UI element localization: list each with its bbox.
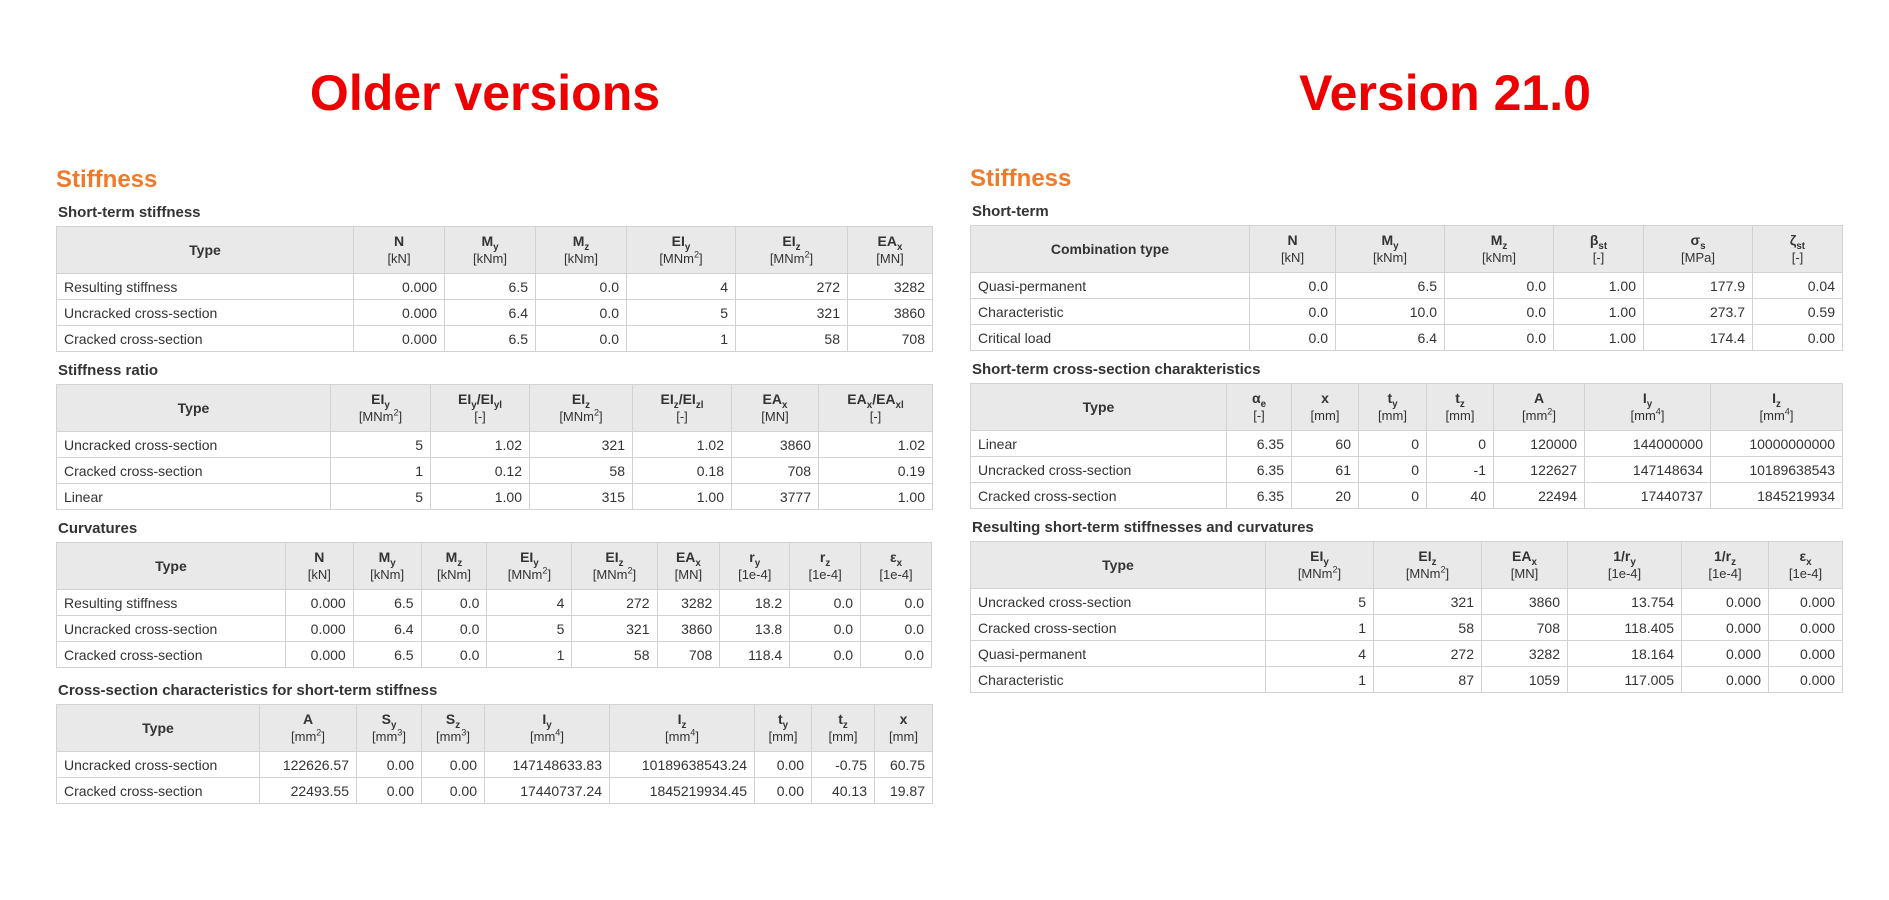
row-label: Resulting stiffness [57,590,286,616]
table-cell: 6.35 [1227,431,1292,457]
table-cell: 3860 [732,432,819,458]
row-label: Quasi-permanent [971,641,1266,667]
col-header: $M_z$ [kNm] [536,227,627,274]
table-cell: 1059 [1482,667,1568,693]
col-header: x [mm] [1292,384,1359,431]
table-cell: 708 [1482,615,1568,641]
table-cell: 3777 [732,484,819,510]
table-cell: 0.00 [422,778,485,804]
table-cell: 122627 [1494,457,1585,483]
table-cell: 3860 [657,616,720,642]
col-header: Type [971,542,1266,589]
col-header: $M_y$ [kNm] [445,227,536,274]
col-header: $EI_y$ [MNm$^2$] [331,385,431,432]
table-cell: 708 [732,458,819,484]
col-header: $S_z$ $[mm^3]$ [422,705,485,752]
table-cell: 0.000 [354,274,445,300]
row-label: Critical load [971,325,1250,351]
table-row [971,589,1843,615]
table-cell: 6.5 [353,642,421,668]
table-row [57,616,932,642]
table-cell: 61 [1292,457,1359,483]
table-cell: 0.0 [790,590,861,616]
col-header: Type [57,385,331,432]
table-cell: 122626.57 [260,752,357,778]
table-cell: 58 [572,642,657,668]
table-row [971,641,1843,667]
row-label: Uncracked cross-section [57,300,354,326]
table-row [971,483,1843,509]
table-cell: 0 [1359,483,1427,509]
table-cell: 321 [1374,589,1482,615]
right-column [970,165,1842,693]
table-cell: 0 [1359,431,1427,457]
table-row [971,299,1843,325]
col-header: $EI_z$ [MNm$^2$] [736,227,848,274]
col-header: $M_z$ [kNm] [1445,226,1554,273]
row-label: Uncracked cross-section [57,616,286,642]
table-cell: 10189638543 [1711,457,1843,483]
table-cell: 1845219934 [1711,483,1843,509]
col-header: $t_z$ [mm] [1427,384,1494,431]
table-cell: 0.000 [354,300,445,326]
table-cell: 0 [1427,431,1494,457]
table-cell: 3860 [1482,589,1568,615]
table-cell: 0.00 [1753,325,1843,351]
table-cell: 0.000 [1682,615,1769,641]
table-cell: 0.0 [536,274,627,300]
row-label: Resulting stiffness [57,274,354,300]
table-cell: 1 [1266,615,1374,641]
table-cell: 5 [331,432,431,458]
col-header: $EI_y$ [MNm$^2$] [487,543,572,590]
table-cell: 1 [487,642,572,668]
table-cell: 0.000 [1769,589,1843,615]
table-cell: 22494 [1494,483,1585,509]
col-header: $\zeta_{st}$ [-] [1753,226,1843,273]
table-cell: 6.4 [353,616,421,642]
col-header: $I_z$ $[mm^4]$ [610,705,755,752]
table-cell: 0.0 [861,590,932,616]
table-cell: 5 [487,616,572,642]
table-row [57,778,933,804]
table-cell: 3282 [1482,641,1568,667]
table-cell: 87 [1374,667,1482,693]
row-label: Cracked cross-section [57,326,354,352]
table-cell: 3860 [848,300,933,326]
curvatures-title: Curvatures [58,520,138,537]
row-label: Uncracked cross-section [57,752,260,778]
table-cell: 0.12 [431,458,530,484]
table-row [57,590,932,616]
table-cell: 10.0 [1336,299,1445,325]
table-cell: 6.5 [445,274,536,300]
table-cell: 22493.55 [260,778,357,804]
table-row [57,326,933,352]
table-row [57,432,933,458]
table-cell: 0.000 [354,326,445,352]
table-cell: 1 [331,458,431,484]
col-header: $EA_x$ [MN] [732,385,819,432]
col-header: $EI_z/EI_{zl}$ [-] [633,385,732,432]
table-cell: 0.000 [1682,641,1769,667]
table-row [57,458,933,484]
table-cell: 0.000 [1769,667,1843,693]
table-cell: 20 [1292,483,1359,509]
col-header: $EA_x$ [MN] [1482,542,1568,589]
table-cell: 1.00 [633,484,732,510]
table-cell: 17440737.24 [485,778,610,804]
table-cell: 58 [736,326,848,352]
col-header: $\varepsilon_x$ [1e-4] [1769,542,1843,589]
col-header: $EI_z$ [MNm$^2$] [530,385,633,432]
table-cell: 0.00 [422,752,485,778]
stiffness-ratio-table [56,384,933,510]
table-cell: 4 [627,274,736,300]
table-cell: 177.9 [1644,273,1753,299]
col-header: Type [971,384,1227,431]
table-cell: 321 [736,300,848,326]
table-cell: 118.4 [720,642,790,668]
table-header-row [57,543,932,590]
col-header: Type [57,543,286,590]
table-cell: 10189638543.24 [610,752,755,778]
col-header: $S_y$ $[mm^3]$ [357,705,422,752]
col-header: $t_y$ [mm] [755,705,812,752]
short-term-table [970,225,1843,351]
table-cell: 5 [1266,589,1374,615]
table-cell: 0.0 [421,642,487,668]
table-cell: 60 [1292,431,1359,457]
table-cell: 144000000 [1585,431,1711,457]
table-cell: 18.164 [1568,641,1682,667]
col-header: $r_z$ [1e-4] [790,543,861,590]
table-cell: 120000 [1494,431,1585,457]
col-header: $M_y$ [kNm] [353,543,421,590]
table-cell: 272 [1374,641,1482,667]
table-cell: 0.18 [633,458,732,484]
table-cell: 0.0 [861,642,932,668]
table-cell: 0.000 [285,590,353,616]
row-label: Characteristic [971,299,1250,325]
older-versions-heading: Older versions [309,65,661,121]
col-header: $t_z$ [mm] [812,705,875,752]
table-cell: -0.75 [812,752,875,778]
table-cell: 0.00 [357,778,422,804]
table-cell: 1.02 [633,432,732,458]
col-header: N [kN] [1250,226,1336,273]
table-cell: 0.0 [1445,325,1554,351]
col-header: A $[mm^2]$ [260,705,357,752]
table-cell: 708 [657,642,720,668]
table-header-row [57,227,933,274]
table-cell: 10000000000 [1711,431,1843,457]
col-header: x [mm] [875,705,933,752]
table-cell: 118.405 [1568,615,1682,641]
table-cell: 0.000 [1682,589,1769,615]
table-cell: 1.02 [431,432,530,458]
col-header: $M_z$ [kNm] [421,543,487,590]
table-cell: 1.00 [819,484,933,510]
table-cell: 0.0 [1445,273,1554,299]
table-cell: 0.0 [1445,299,1554,325]
table-cell: 0.000 [1769,615,1843,641]
col-header: $\varepsilon_x$ [1e-4] [861,543,932,590]
stiffness-ratio-title: Stiffness ratio [58,362,159,379]
table-cell: 147148634 [1585,457,1711,483]
table-header-row [57,385,933,432]
col-header: N [kN] [354,227,445,274]
col-header: $\sigma_s$ [MPa] [1644,226,1753,273]
table-cell: 1.00 [1554,325,1644,351]
table-cell: 6.35 [1227,457,1292,483]
table-cell: 3282 [848,274,933,300]
table-cell: 17440737 [1585,483,1711,509]
short-term-stiffness-table [56,226,933,352]
short-term-cross-section-title: Short-term cross-section charakteristics [972,361,1261,378]
col-header: $M_y$ [kNm] [1336,226,1445,273]
stiffness-section-title: Stiffness [970,165,1072,192]
col-header: $I_y$ $[mm^4]$ [1585,384,1711,431]
table-cell: 40 [1427,483,1494,509]
table-cell: 117.005 [1568,667,1682,693]
col-header: $\alpha_e$ [-] [1227,384,1292,431]
table-cell: 272 [572,590,657,616]
col-header: $I_z$ $[mm^4]$ [1711,384,1843,431]
cross-section-characteristics-table [56,704,933,804]
col-header: $t_y$ [mm] [1359,384,1427,431]
table-row [971,667,1843,693]
table-cell: 6.4 [1336,325,1445,351]
table-row [57,484,933,510]
short-term-title: Short-term [972,203,1049,220]
table-cell: 0.000 [285,642,353,668]
table-cell: 40.13 [812,778,875,804]
row-label: Characteristic [971,667,1266,693]
col-header: $EA_x$ [MN] [848,227,933,274]
table-row [971,431,1843,457]
table-cell: 5 [331,484,431,510]
table-cell: 0.19 [819,458,933,484]
col-header: Type [57,227,354,274]
table-cell: 0.000 [1769,641,1843,667]
table-cell: 0.04 [1753,273,1843,299]
stiffness-section-title: Stiffness [56,166,158,193]
col-header: $EI_y$ [MNm$^2$] [1266,542,1374,589]
table-cell: 1.00 [1554,273,1644,299]
table-cell: 0 [1359,457,1427,483]
col-header: $1/r_y$ [1e-4] [1568,542,1682,589]
table-row [971,615,1843,641]
table-cell: 3282 [657,590,720,616]
table-cell: 0.0 [1250,299,1336,325]
table-cell: 0.59 [1753,299,1843,325]
row-label: Quasi-permanent [971,273,1250,299]
table-cell: 0.00 [755,752,812,778]
table-cell: 0.0 [536,300,627,326]
version-21-heading: Version 21.0 [1299,65,1591,121]
table-cell: 0.0 [421,590,487,616]
table-cell: 147148633.83 [485,752,610,778]
table-header-row [971,384,1843,431]
table-row [971,273,1843,299]
table-row [57,300,933,326]
table-row [971,325,1843,351]
row-label: Uncracked cross-section [971,457,1227,483]
table-cell: 321 [530,432,633,458]
table-cell: 0.00 [755,778,812,804]
col-header: $EA_x/EA_{xl}$ [-] [819,385,933,432]
table-cell: 272 [736,274,848,300]
row-label: Linear [971,431,1227,457]
table-cell: 0.0 [421,616,487,642]
table-cell: 1.02 [819,432,933,458]
table-row [57,642,932,668]
table-cell: 4 [487,590,572,616]
table-cell: 1.00 [1554,299,1644,325]
table-header-row [971,542,1843,589]
table-cell: 273.7 [1644,299,1753,325]
table-cell: 315 [530,484,633,510]
table-cell: 0.000 [1682,667,1769,693]
table-cell: 0.000 [285,616,353,642]
table-cell: 58 [1374,615,1482,641]
table-cell: 0.00 [357,752,422,778]
col-header: $EI_y/EI_{yl}$ [-] [431,385,530,432]
table-cell: 6.5 [353,590,421,616]
table-cell: 6.5 [445,326,536,352]
table-cell: 1.00 [431,484,530,510]
row-label: Cracked cross-section [57,642,286,668]
row-label: Uncracked cross-section [971,589,1266,615]
short-term-cross-section-table [970,383,1843,509]
row-label: Cracked cross-section [971,483,1227,509]
table-cell: 6.4 [445,300,536,326]
table-cell: 0.0 [790,642,861,668]
col-header: $\beta_{st}$ [-] [1554,226,1644,273]
col-header: $I_y$ $[mm^4]$ [485,705,610,752]
table-row [971,457,1843,483]
table-cell: 0.0 [1250,273,1336,299]
table-cell: 6.5 [1336,273,1445,299]
table-cell: 1 [627,326,736,352]
short-term-stiffness-title: Short-term stiffness [58,204,201,221]
col-header: $1/r_z$ [1e-4] [1682,542,1769,589]
col-header: A $[mm^2]$ [1494,384,1585,431]
col-header: Combination type [971,226,1250,273]
table-cell: 58 [530,458,633,484]
table-cell: 4 [1266,641,1374,667]
curvatures-table [56,542,932,668]
table-cell: 18.2 [720,590,790,616]
table-cell: 708 [848,326,933,352]
col-header: N [kN] [285,543,353,590]
row-label: Linear [57,484,331,510]
table-cell: 1 [1266,667,1374,693]
row-label: Cracked cross-section [971,615,1266,641]
table-cell: 1845219934.45 [610,778,755,804]
table-header-row [971,226,1843,273]
table-cell: 13.8 [720,616,790,642]
table-cell: -1 [1427,457,1494,483]
col-header: $EI_z$ [MNm$^2$] [572,543,657,590]
row-label: Cracked cross-section [57,778,260,804]
row-label: Uncracked cross-section [57,432,331,458]
cross-section-characteristics-title: Cross-section characteristics for short-term stiffness [58,682,438,699]
table-cell: 321 [572,616,657,642]
table-header-row [57,705,933,752]
col-header: Type [57,705,260,752]
resulting-stiffnesses-title: Resulting short-term stiffnesses and curvatures [972,519,1314,536]
resulting-stiffnesses-table [970,541,1843,693]
col-header: $EI_z$ [MNm$^2$] [1374,542,1482,589]
table-cell: 6.35 [1227,483,1292,509]
table-cell: 13.754 [1568,589,1682,615]
col-header: $EI_y$ [MNm$^2$] [627,227,736,274]
table-row [57,274,933,300]
table-cell: 0.0 [861,616,932,642]
table-cell: 174.4 [1644,325,1753,351]
table-row [57,752,933,778]
table-cell: 0.0 [536,326,627,352]
row-label: Cracked cross-section [57,458,331,484]
table-cell: 19.87 [875,778,933,804]
left-column [56,166,932,804]
col-header: $EA_x$ [MN] [657,543,720,590]
table-cell: 0.0 [1250,325,1336,351]
col-header: $r_y$ [1e-4] [720,543,790,590]
table-cell: 60.75 [875,752,933,778]
table-cell: 5 [627,300,736,326]
table-cell: 0.0 [790,616,861,642]
